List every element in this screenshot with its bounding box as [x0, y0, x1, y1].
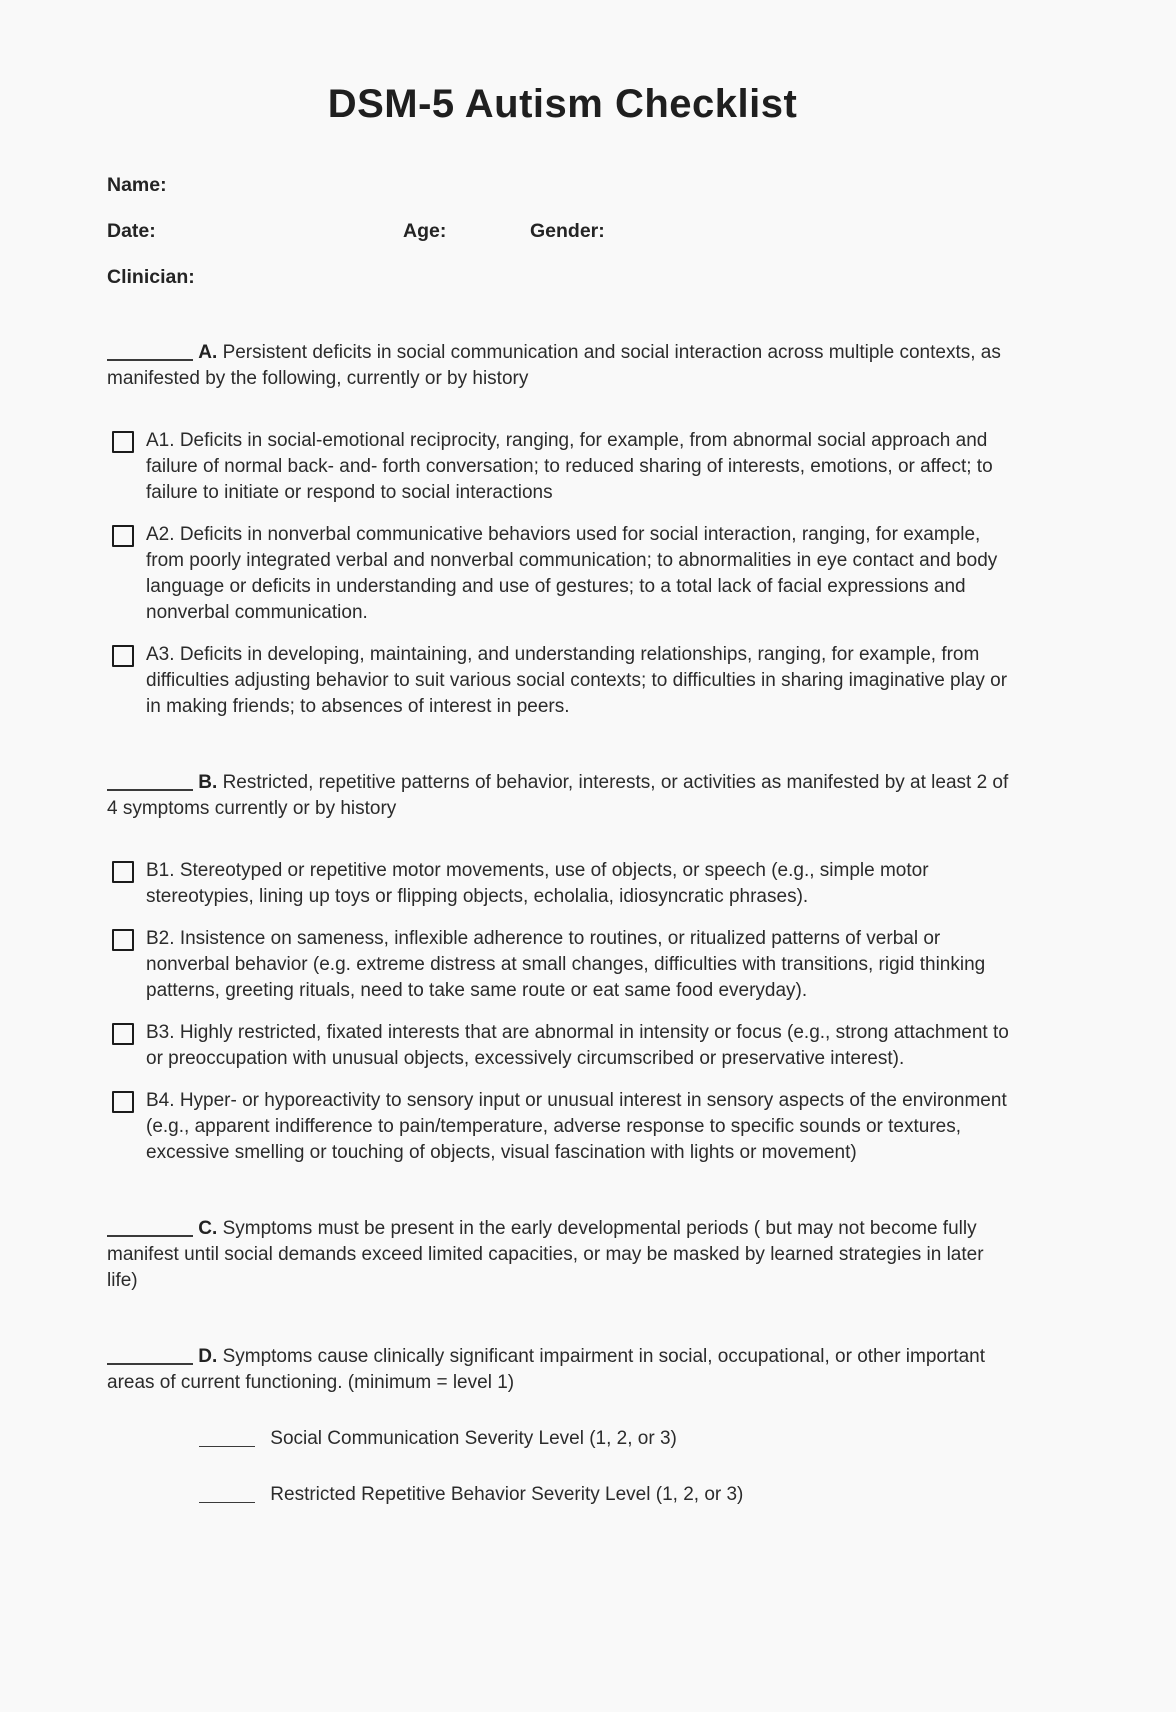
section-a-text: Persistent deficits in social communication and social interaction across multiple contexts, as manifested by the following, currently or by history — [107, 342, 1001, 389]
section-c-header — [107, 1216, 1018, 1294]
social-communication-severity-row — [199, 1426, 1018, 1452]
item-a1-text-block — [146, 428, 1018, 506]
section-d-letter: D. — [198, 1346, 218, 1367]
checklist-item-a1 — [107, 428, 1018, 506]
item-b1-id: B1. — [146, 860, 175, 881]
item-b4-text: Hyper- or hyporeactivity to sensory input or unusual interest in sensory aspects of the environment (e.g., apparent indifference to pain/temperature, adverse response to specific sounds or textures, excessive smelling or touching of objects, visual fascination with lights or movement) — [146, 1090, 1007, 1163]
page-title: DSM-5 Autism Checklist — [327, 82, 798, 126]
section-b-blank-line[interactable] — [107, 773, 193, 791]
clinician-field-label: Clinician: — [107, 266, 195, 288]
clinician-field-row — [107, 264, 1018, 290]
item-b3-id: B3. — [146, 1022, 175, 1043]
item-b3-text: Highly restricted, fixated interests that are abnormal in intensity or focus (e.g., strong attachment to or preoccupation with unusual objects, excessively circumscribed or preservative interest). — [146, 1022, 1009, 1069]
section-b-letter: B. — [198, 772, 218, 793]
section-c-text: Symptoms must be present in the early developmental periods ( but may not become fully manifest until social demands exceed limited capacities, or may be masked by learned strategies in later life) — [107, 1218, 984, 1291]
restricted-repetitive-severity-blank[interactable] — [199, 1485, 255, 1503]
item-a3-text-block — [146, 642, 1018, 720]
item-b1-text: Stereotyped or repetitive motor movements, use of objects, or speech (e.g., simple motor stereotypies, lining up toys or flipping objects, echolalia, idiosyncratic phrases). — [146, 860, 929, 907]
item-a2-text: Deficits in nonverbal communicative behaviors used for social interaction, ranging, for example, from poorly integrated verbal and nonverbal communication; to abnormalities in eye contact and body language or deficits in understanding and use of gestures; to a total lack of facial expressions and nonverbal communication. — [146, 524, 998, 623]
item-b3-text-block — [146, 1020, 1018, 1072]
checkbox-b3[interactable] — [112, 1023, 134, 1045]
date-age-gender-row — [107, 218, 1018, 244]
section-d-blank-line[interactable] — [107, 1347, 193, 1365]
checkbox-b1[interactable] — [112, 861, 134, 883]
section-c-blank-line[interactable] — [107, 1219, 193, 1237]
section-d-header — [107, 1344, 1018, 1396]
checkbox-a1[interactable] — [112, 431, 134, 453]
social-communication-severity-label: Social Communication Severity Level (1, 2, or 3) — [270, 1428, 677, 1449]
document-page — [0, 82, 1176, 1712]
item-b4-id: B4. — [146, 1090, 175, 1111]
checklist-item-a3 — [107, 642, 1018, 720]
checkbox-a2[interactable] — [112, 525, 134, 547]
item-b2-id: B2. — [146, 928, 175, 949]
date-field-label: Date: — [107, 220, 156, 242]
checkbox-a3[interactable] — [112, 645, 134, 667]
item-a1-id: A1. — [146, 430, 175, 451]
checklist-item-a2 — [107, 522, 1018, 626]
item-b1-text-block — [146, 858, 1018, 910]
checklist-item-b1 — [107, 858, 1018, 910]
item-b2-text-block — [146, 926, 1018, 1004]
age-field-label: Age: — [403, 220, 447, 242]
item-a2-text-block — [146, 522, 1018, 626]
item-a2-id: A2. — [146, 524, 175, 545]
item-a3-id: A3. — [146, 644, 175, 665]
section-b-text: Restricted, repetitive patterns of behavior, interests, or activities as manifested by at least 2 of 4 symptoms currently or by history — [107, 772, 1009, 819]
item-a1-text: Deficits in social-emotional reciprocity, ranging, for example, from abnormal social approach and failure of normal back- and- forth conversation; to reduced sharing of interests, emotions, or affect; to failure to initiate or respond to social interactions — [146, 430, 993, 503]
checkbox-b2[interactable] — [112, 929, 134, 951]
restricted-repetitive-severity-label: Restricted Repetitive Behavior Severity Level (1, 2, or 3) — [270, 1484, 744, 1505]
checklist-item-b2 — [107, 926, 1018, 1004]
name-field-label: Name: — [107, 174, 167, 196]
checklist-item-b3 — [107, 1020, 1018, 1072]
section-b-header — [107, 770, 1018, 822]
checkbox-b4[interactable] — [112, 1091, 134, 1113]
section-a-letter: A. — [198, 342, 218, 363]
item-b4-text-block — [146, 1088, 1018, 1166]
social-communication-severity-blank[interactable] — [199, 1429, 255, 1447]
checklist-item-b4 — [107, 1088, 1018, 1166]
gender-field-label: Gender: — [530, 220, 605, 242]
restricted-repetitive-severity-row — [199, 1482, 1018, 1508]
section-a-header — [107, 340, 1018, 392]
section-c-letter: C. — [198, 1218, 218, 1239]
name-field-row — [107, 172, 1018, 198]
item-a3-text: Deficits in developing, maintaining, and understanding relationships, ranging, for example, from difficulties adjusting behavior to suit various social contexts; to difficulties in sharing imaginative play or in making friends; to absences of interest in peers. — [146, 644, 1008, 717]
section-a-blank-line[interactable] — [107, 343, 193, 361]
item-b2-text: Insistence on sameness, inflexible adherence to routines, or ritualized patterns of verbal or nonverbal behavior (e.g. extreme distress at small changes, difficulties with transitions, rigid thinking patterns, greeting rituals, need to take same route or eat same food everyday). — [146, 928, 986, 1001]
section-d-text: Symptoms cause clinically significant impairment in social, occupational, or other important areas of current functioning. (minimum = level 1) — [107, 1346, 986, 1393]
